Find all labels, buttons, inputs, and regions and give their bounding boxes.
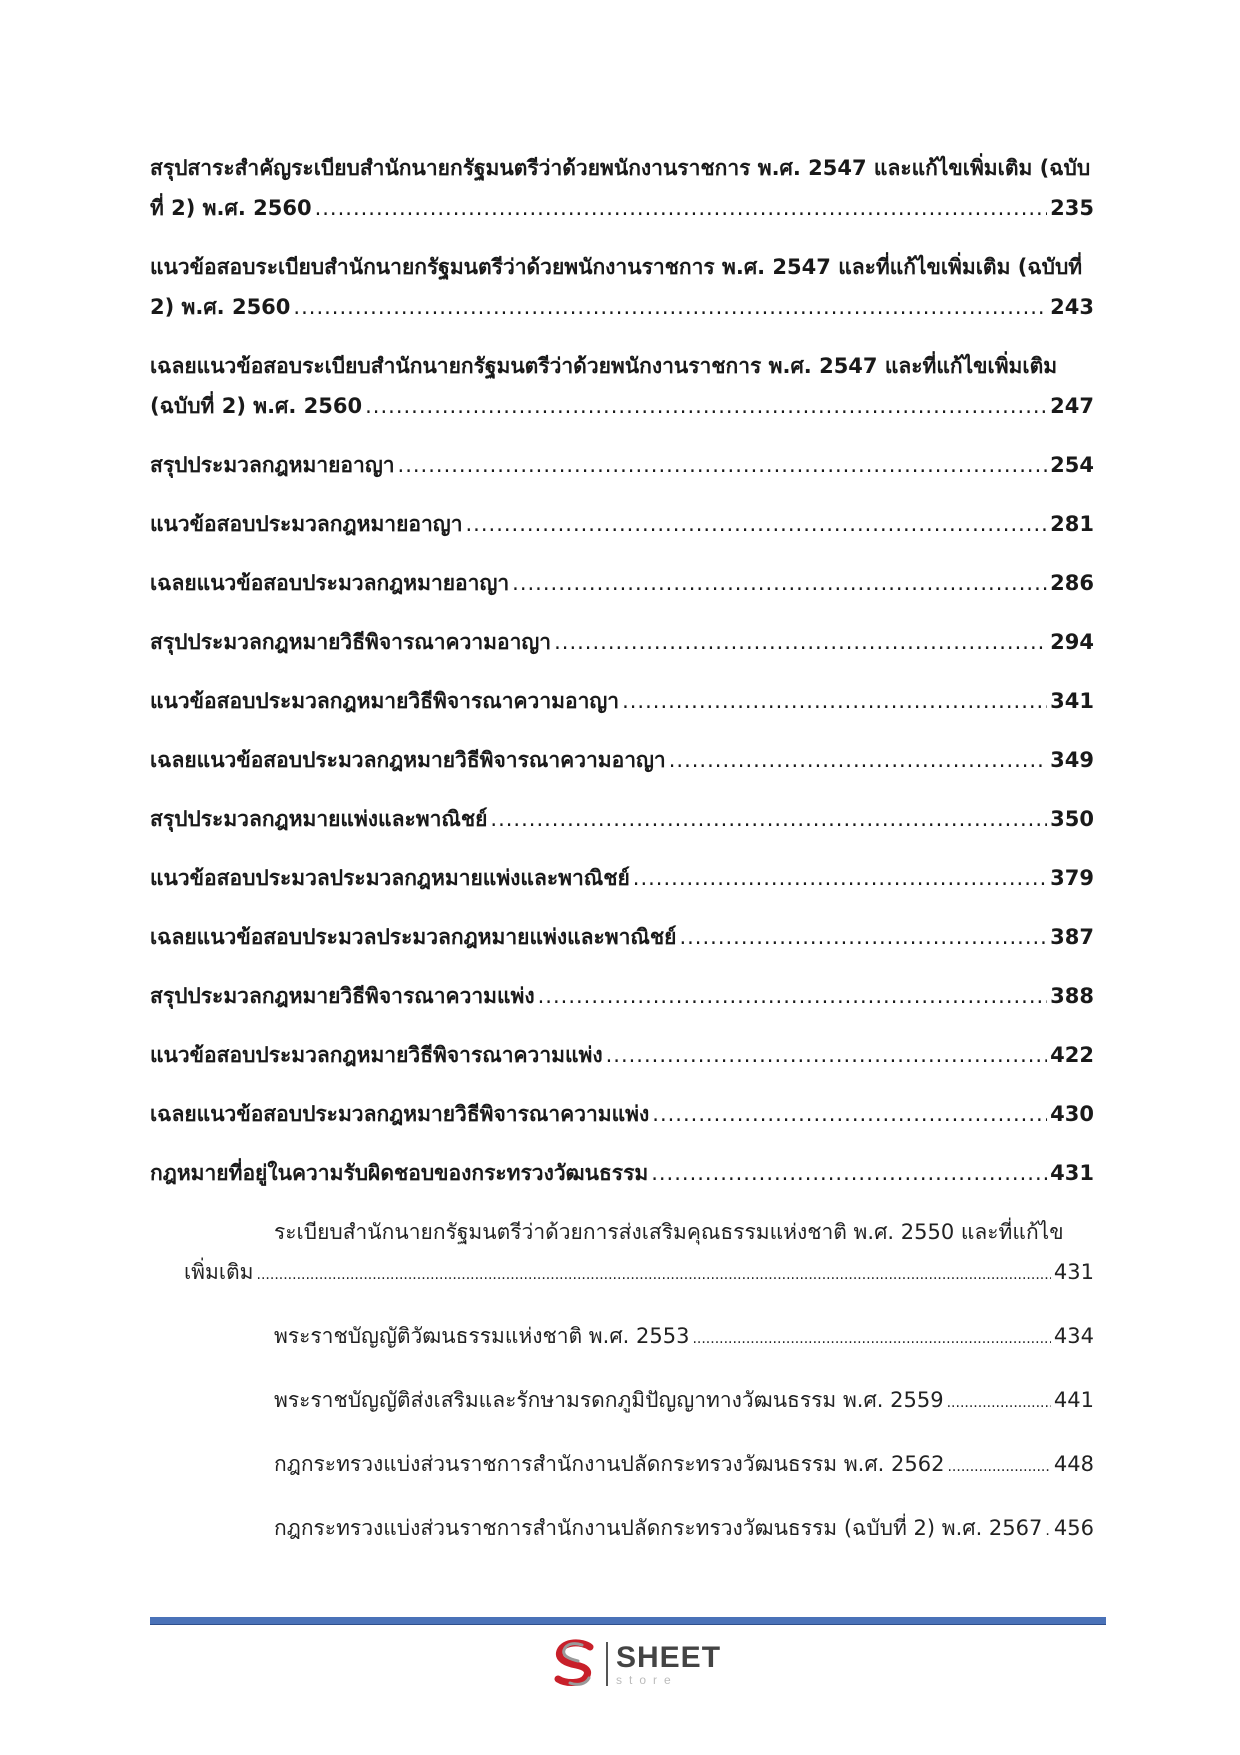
toc-entry-title: สรุปประมวลกฎหมายวิธีพิจารณาความอาญา bbox=[150, 630, 552, 654]
toc-entry-page: 254 bbox=[1050, 453, 1094, 477]
toc-entry[interactable] bbox=[150, 799, 1094, 839]
dot-leader bbox=[538, 976, 1048, 1016]
toc-subentry[interactable] bbox=[150, 1380, 1094, 1423]
toc-entry-title-cont: (ฉบับที่ 2) พ.ศ. 2560 bbox=[150, 394, 363, 418]
toc-entry[interactable] bbox=[150, 917, 1094, 957]
logo-brand: SHEET bbox=[616, 1640, 722, 1674]
dot-leader bbox=[512, 563, 1047, 603]
toc-entry[interactable] bbox=[150, 1035, 1094, 1075]
footer-logo bbox=[552, 1636, 722, 1692]
toc-entry[interactable] bbox=[150, 1153, 1094, 1193]
toc-entry-page: 243 bbox=[1050, 295, 1094, 319]
table-of-contents bbox=[150, 148, 1094, 1572]
toc-subentry[interactable] bbox=[150, 1508, 1094, 1551]
logo-brand-sub: store bbox=[616, 1672, 678, 1687]
dot-leader bbox=[622, 681, 1047, 721]
toc-entry-page: 388 bbox=[1050, 984, 1094, 1008]
toc-entry-page: 294 bbox=[1050, 630, 1094, 654]
dot-leader bbox=[947, 1447, 1050, 1487]
toc-subentry-page: 441 bbox=[1053, 1388, 1094, 1412]
toc-entry[interactable] bbox=[150, 858, 1094, 898]
dot-leader bbox=[669, 740, 1047, 780]
toc-entry-title: แนวข้อสอบประมวลกฎหมายวิธีพิจารณาความอาญา bbox=[150, 689, 620, 713]
dot-leader bbox=[606, 1035, 1048, 1075]
dot-leader bbox=[490, 799, 1047, 839]
toc-entry-title: เฉลยแนวข้อสอบระเบียบสำนักนายกรัฐมนตรีว่าด้วยพนักงานราชการ พ.ศ. 2547 และที่แก้ไขเพิ่มเติม bbox=[150, 354, 1058, 378]
toc-entry-title: สรุปประมวลกฎหมายแพ่งและพาณิชย์ bbox=[150, 807, 488, 831]
toc-entry-page: 430 bbox=[1050, 1102, 1094, 1126]
toc-entry-title-cont: ที่ 2) พ.ศ. 2560 bbox=[150, 196, 312, 220]
toc-subentry-title: กฎกระทรวงแบ่งส่วนราชการสำนักงานปลัดกระทรวงวัฒนธรรม (ฉบับที่ 2) พ.ศ. 2567 bbox=[274, 1516, 1043, 1540]
dot-leader bbox=[365, 386, 1047, 426]
dot-leader bbox=[293, 287, 1047, 327]
toc-entry-page: 379 bbox=[1050, 866, 1094, 890]
footer-rule bbox=[150, 1617, 1106, 1625]
toc-subentry-title-cont: เพิ่มเติม bbox=[184, 1260, 254, 1284]
toc-entry-page: 422 bbox=[1050, 1043, 1094, 1067]
toc-entry[interactable] bbox=[150, 1094, 1094, 1134]
toc-entry-page: 341 bbox=[1050, 689, 1094, 713]
logo-separator bbox=[606, 1642, 608, 1686]
toc-entry-page: 247 bbox=[1050, 394, 1094, 418]
toc-subentry-page: 456 bbox=[1053, 1516, 1094, 1540]
toc-entry-title: สรุปประมวลกฎหมายวิธีพิจารณาความแพ่ง bbox=[150, 984, 535, 1008]
toc-entry[interactable] bbox=[150, 445, 1094, 485]
toc-entry-page: 387 bbox=[1050, 925, 1094, 949]
toc-entry[interactable] bbox=[150, 681, 1094, 721]
toc-entry-title: แนวข้อสอบประมวลกฎหมายวิธีพิจารณาความแพ่ง bbox=[150, 1043, 603, 1067]
toc-entry-title: แนวข้อสอบประมวลประมวลกฎหมายแพ่งและพาณิชย์ bbox=[150, 866, 630, 890]
dot-leader bbox=[257, 1255, 1051, 1295]
dot-leader bbox=[398, 445, 1048, 485]
toc-subentry-page: 434 bbox=[1053, 1324, 1094, 1348]
toc-entry-page: 350 bbox=[1050, 807, 1094, 831]
dot-leader bbox=[554, 622, 1047, 662]
dot-leader bbox=[692, 1319, 1050, 1359]
dot-leader bbox=[651, 1153, 1047, 1193]
toc-subentry-title: ระเบียบสำนักนายกรัฐมนตรีว่าด้วยการส่งเสริมคุณธรรมแห่งชาติ พ.ศ. 2550 และที่แก้ไข bbox=[274, 1220, 1064, 1244]
dot-leader bbox=[1045, 1511, 1051, 1551]
toc-entry-page: 281 bbox=[1050, 512, 1094, 536]
toc-entry-title: สรุปสาระสำคัญระเบียบสำนักนายกรัฐมนตรีว่าด้วยพนักงานราชการ พ.ศ. 2547 และแก้ไขเพิ่มเติม (ฉบับ bbox=[150, 156, 1091, 180]
dot-leader bbox=[679, 917, 1047, 957]
toc-entry[interactable] bbox=[150, 976, 1094, 1016]
toc-subentry-page: 448 bbox=[1053, 1452, 1094, 1476]
toc-entry-page: 349 bbox=[1050, 748, 1094, 772]
toc-entry-title: แนวข้อสอบระเบียบสำนักนายกรัฐมนตรีว่าด้วยพนักงานราชการ พ.ศ. 2547 และที่แก้ไขเพิ่มเติม (ฉบับที่ bbox=[150, 255, 1083, 279]
toc-entry[interactable] bbox=[150, 740, 1094, 780]
toc-entry-page: 431 bbox=[1050, 1161, 1094, 1185]
toc-subentry-title: พระราชบัญญัติวัฒนธรรมแห่งชาติ พ.ศ. 2553 bbox=[274, 1324, 690, 1348]
toc-entry-title-cont: 2) พ.ศ. 2560 bbox=[150, 295, 291, 319]
toc-entry-title: เฉลยแนวข้อสอบประมวลกฎหมายวิธีพิจารณาความอาญา bbox=[150, 748, 666, 772]
dot-leader bbox=[947, 1383, 1051, 1423]
toc-entry-title: เฉลยแนวข้อสอบประมวลกฎหมายอาญา bbox=[150, 571, 510, 595]
dot-leader bbox=[315, 188, 1048, 228]
toc-entry-title: กฎหมายที่อยู่ในความรับผิดชอบของกระทรวงวัฒนธรรม bbox=[150, 1161, 649, 1185]
toc-entry-page: 235 bbox=[1050, 196, 1094, 220]
toc-entry[interactable] bbox=[150, 148, 1094, 228]
toc-subentry[interactable] bbox=[150, 1212, 1094, 1295]
toc-entry[interactable] bbox=[150, 504, 1094, 544]
toc-entry-page: 286 bbox=[1050, 571, 1094, 595]
dot-leader bbox=[633, 858, 1047, 898]
dot-leader bbox=[652, 1094, 1047, 1134]
toc-subentry-page: 431 bbox=[1053, 1260, 1094, 1284]
toc-subentry[interactable] bbox=[150, 1316, 1094, 1359]
toc-entry-title: เฉลยแนวข้อสอบประมวลประมวลกฎหมายแพ่งและพาณิชย์ bbox=[150, 925, 677, 949]
toc-entry-title: แนวข้อสอบประมวลกฎหมายอาญา bbox=[150, 512, 463, 536]
toc-entry-title: สรุปประมวลกฎหมายอาญา bbox=[150, 453, 395, 477]
dot-leader bbox=[466, 504, 1048, 544]
toc-entry[interactable] bbox=[150, 247, 1094, 327]
toc-subentry-title: พระราชบัญญัติส่งเสริมและรักษามรดกภูมิปัญญาทางวัฒนธรรม พ.ศ. 2559 bbox=[274, 1388, 944, 1412]
toc-entry[interactable] bbox=[150, 346, 1094, 426]
toc-entry[interactable] bbox=[150, 622, 1094, 662]
sheetstore-s-logo-icon bbox=[552, 1639, 600, 1689]
toc-entry[interactable] bbox=[150, 563, 1094, 603]
toc-subentry[interactable] bbox=[150, 1444, 1094, 1487]
toc-entry-title: เฉลยแนวข้อสอบประมวลกฎหมายวิธีพิจารณาความแพ่ง bbox=[150, 1102, 650, 1126]
toc-subentry-title: กฎกระทรวงแบ่งส่วนราชการสำนักงานปลัดกระทรวงวัฒนธรรม พ.ศ. 2562 bbox=[274, 1452, 945, 1476]
